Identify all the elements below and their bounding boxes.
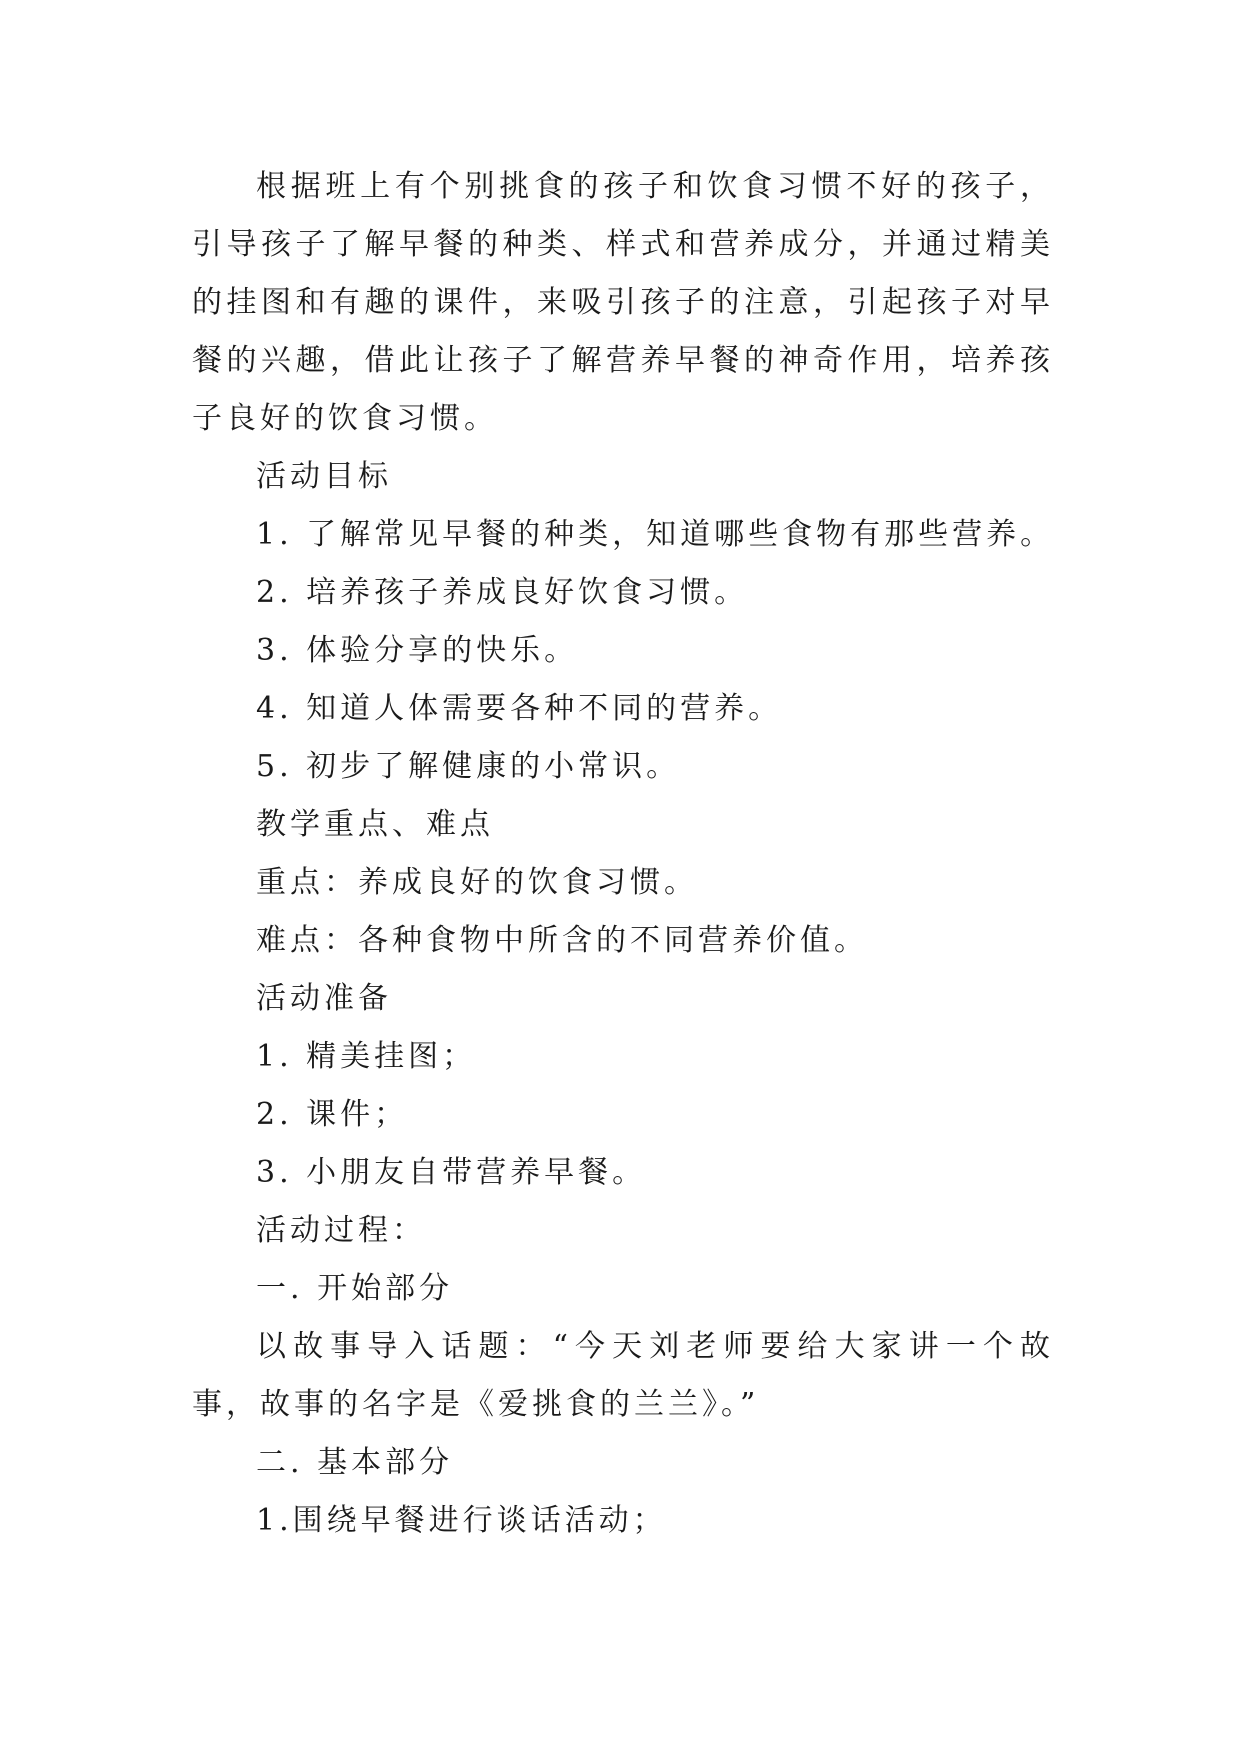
document-body: [192, 158, 1054, 1550]
goal-item: 2. 培养孩子养成良好饮食习惯。: [256, 575, 749, 610]
goals-heading: 活动目标: [256, 459, 392, 494]
part2-heading: 二. 基本部分: [256, 1445, 454, 1480]
key-point-text: 重点：养成良好的饮食习惯。: [256, 865, 698, 900]
part1-heading: 一. 开始部分: [256, 1271, 454, 1306]
process-heading: 活动过程：: [256, 1213, 426, 1248]
prep-item: 3. 小朋友自带营养早餐。: [256, 1155, 647, 1190]
story-intro-paragraph: 以故事导入话题：“今天刘老师要给大家讲一个故事，故事的名字是《爱挑食的兰兰》。”: [192, 1329, 1054, 1422]
intro-paragraph: 根据班上有个别挑食的孩子和饮食习惯不好的孩子，引导孩子了解早餐的种类、样式和营养成分，并通过精美的挂图和有趣的课件，来吸引孩子的注意，引起孩子对早餐的兴趣，借此让孩子了解营养早餐的神奇作用，培养孩子良好的饮食习惯。: [192, 169, 1054, 436]
key-points-heading: 教学重点、难点: [256, 807, 494, 842]
part2-item: 1.围绕早餐进行谈话活动；: [256, 1503, 667, 1538]
goal-item: 3. 体验分享的快乐。: [256, 633, 579, 668]
goal-item: 1. 了解常见早餐的种类，知道哪些食物有那些营养。: [256, 517, 1055, 552]
prep-item: 2. 课件；: [256, 1097, 409, 1132]
difficulty-text: 难点：各种食物中所含的不同营养价值。: [256, 923, 868, 958]
prep-heading: 活动准备: [256, 981, 392, 1016]
goal-item: 4. 知道人体需要各种不同的营养。: [256, 691, 783, 726]
prep-item: 1. 精美挂图；: [256, 1039, 477, 1074]
goal-item: 5. 初步了解健康的小常识。: [256, 749, 681, 784]
